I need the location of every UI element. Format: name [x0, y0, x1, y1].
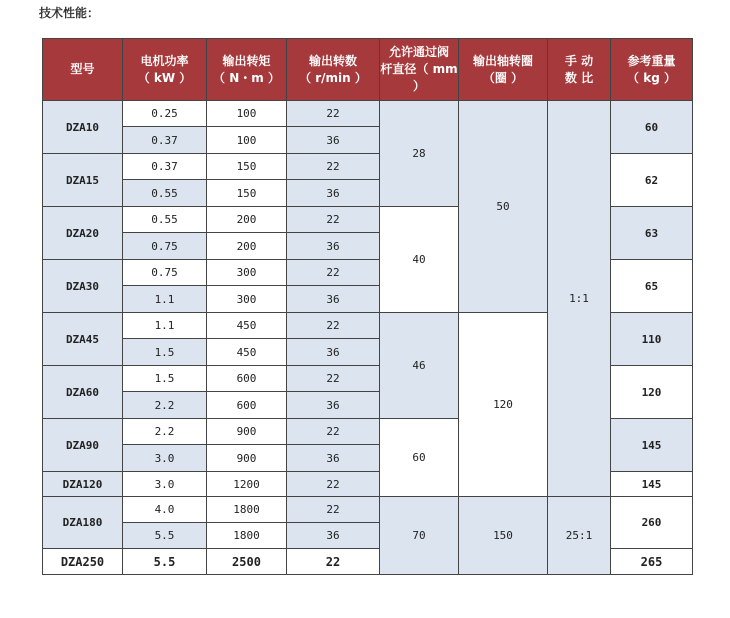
header-model: 型号: [43, 39, 123, 101]
torque-cell: 450: [207, 313, 287, 339]
weight-cell: 145: [611, 419, 693, 472]
speed-cell: 22: [287, 101, 380, 127]
header-power: 电机功率 （ kW ）: [123, 39, 207, 101]
stem-diameter-cell: 46: [380, 313, 459, 419]
power-cell: 0.37: [123, 127, 207, 154]
stem-diameter-cell: 28: [380, 101, 459, 207]
power-cell: 1.5: [123, 339, 207, 366]
header-manual-ratio: 手 动 数 比: [548, 39, 611, 101]
speed-cell: 22: [287, 207, 380, 233]
power-cell: 0.37: [123, 154, 207, 180]
manual-ratio-cell: 25:1: [548, 497, 611, 575]
output-turns-cell: 150: [459, 497, 548, 575]
model-cell: DZA180: [43, 497, 123, 549]
model-cell: DZA30: [43, 260, 123, 313]
speed-cell: 36: [287, 180, 380, 207]
speed-cell: 22: [287, 472, 380, 497]
torque-cell: 200: [207, 233, 287, 260]
torque-cell: 1200: [207, 472, 287, 497]
header-output-turns: 输出轴转圈 （圈 ）: [459, 39, 548, 101]
torque-cell: 200: [207, 207, 287, 233]
weight-cell: 265: [611, 549, 693, 575]
spec-table: [42, 38, 693, 575]
power-cell: 0.25: [123, 101, 207, 127]
header-weight: 参考重量 （ kg ）: [611, 39, 693, 101]
power-cell: 5.5: [123, 523, 207, 549]
weight-cell: 62: [611, 154, 693, 207]
speed-cell: 22: [287, 260, 380, 286]
speed-cell: 22: [287, 313, 380, 339]
power-cell: 3.0: [123, 472, 207, 497]
output-turns-cell: 50: [459, 101, 548, 313]
header-torque: 输出转矩 （ N・m ）: [207, 39, 287, 101]
manual-ratio-cell: 1:1: [548, 101, 611, 497]
torque-cell: 2500: [207, 549, 287, 575]
torque-cell: 900: [207, 419, 287, 445]
power-cell: 1.1: [123, 286, 207, 313]
table-row: [43, 497, 693, 523]
stem-diameter-cell: 70: [380, 497, 459, 575]
power-cell: 4.0: [123, 497, 207, 523]
power-cell: 1.5: [123, 366, 207, 392]
speed-cell: 36: [287, 339, 380, 366]
power-cell: 0.75: [123, 233, 207, 260]
power-cell: 2.2: [123, 419, 207, 445]
section-title: 技术性能：: [39, 6, 100, 20]
speed-cell: 22: [287, 154, 380, 180]
speed-cell: 36: [287, 127, 380, 154]
speed-cell: 36: [287, 445, 380, 472]
torque-cell: 600: [207, 366, 287, 392]
weight-cell: 260: [611, 497, 693, 549]
power-cell: 5.5: [123, 549, 207, 575]
torque-cell: 900: [207, 445, 287, 472]
speed-cell: 22: [287, 497, 380, 523]
speed-cell: 36: [287, 286, 380, 313]
torque-cell: 300: [207, 260, 287, 286]
table-row: [43, 101, 693, 127]
power-cell: 0.55: [123, 207, 207, 233]
model-cell: DZA120: [43, 472, 123, 497]
power-cell: 0.55: [123, 180, 207, 207]
torque-cell: 100: [207, 127, 287, 154]
weight-cell: 120: [611, 366, 693, 419]
output-turns-cell: 120: [459, 313, 548, 497]
torque-cell: 1800: [207, 497, 287, 523]
torque-cell: 1800: [207, 523, 287, 549]
speed-cell: 36: [287, 392, 380, 419]
power-cell: 0.75: [123, 260, 207, 286]
speed-cell: 36: [287, 523, 380, 549]
weight-cell: 145: [611, 472, 693, 497]
weight-cell: 110: [611, 313, 693, 366]
weight-cell: 65: [611, 260, 693, 313]
torque-cell: 150: [207, 154, 287, 180]
torque-cell: 300: [207, 286, 287, 313]
header-stem-diameter: 允许通过阀 杆直径（ mm ）: [380, 39, 459, 101]
model-cell: DZA15: [43, 154, 123, 207]
torque-cell: 450: [207, 339, 287, 366]
torque-cell: 100: [207, 101, 287, 127]
model-cell: DZA90: [43, 419, 123, 472]
model-cell: DZA45: [43, 313, 123, 366]
weight-cell: 60: [611, 101, 693, 154]
stem-diameter-cell: 60: [380, 419, 459, 497]
torque-cell: 150: [207, 180, 287, 207]
speed-cell: 22: [287, 366, 380, 392]
header-row: [43, 39, 693, 101]
model-cell: DZA60: [43, 366, 123, 419]
model-cell: DZA10: [43, 101, 123, 154]
power-cell: 1.1: [123, 313, 207, 339]
stem-diameter-cell: 40: [380, 207, 459, 313]
model-cell: DZA20: [43, 207, 123, 260]
header-speed: 输出转数 （ r/min ）: [287, 39, 380, 101]
speed-cell: 22: [287, 419, 380, 445]
power-cell: 2.2: [123, 392, 207, 419]
torque-cell: 600: [207, 392, 287, 419]
power-cell: 3.0: [123, 445, 207, 472]
weight-cell: 63: [611, 207, 693, 260]
model-cell: DZA250: [43, 549, 123, 575]
speed-cell: 36: [287, 233, 380, 260]
speed-cell: 22: [287, 549, 380, 575]
